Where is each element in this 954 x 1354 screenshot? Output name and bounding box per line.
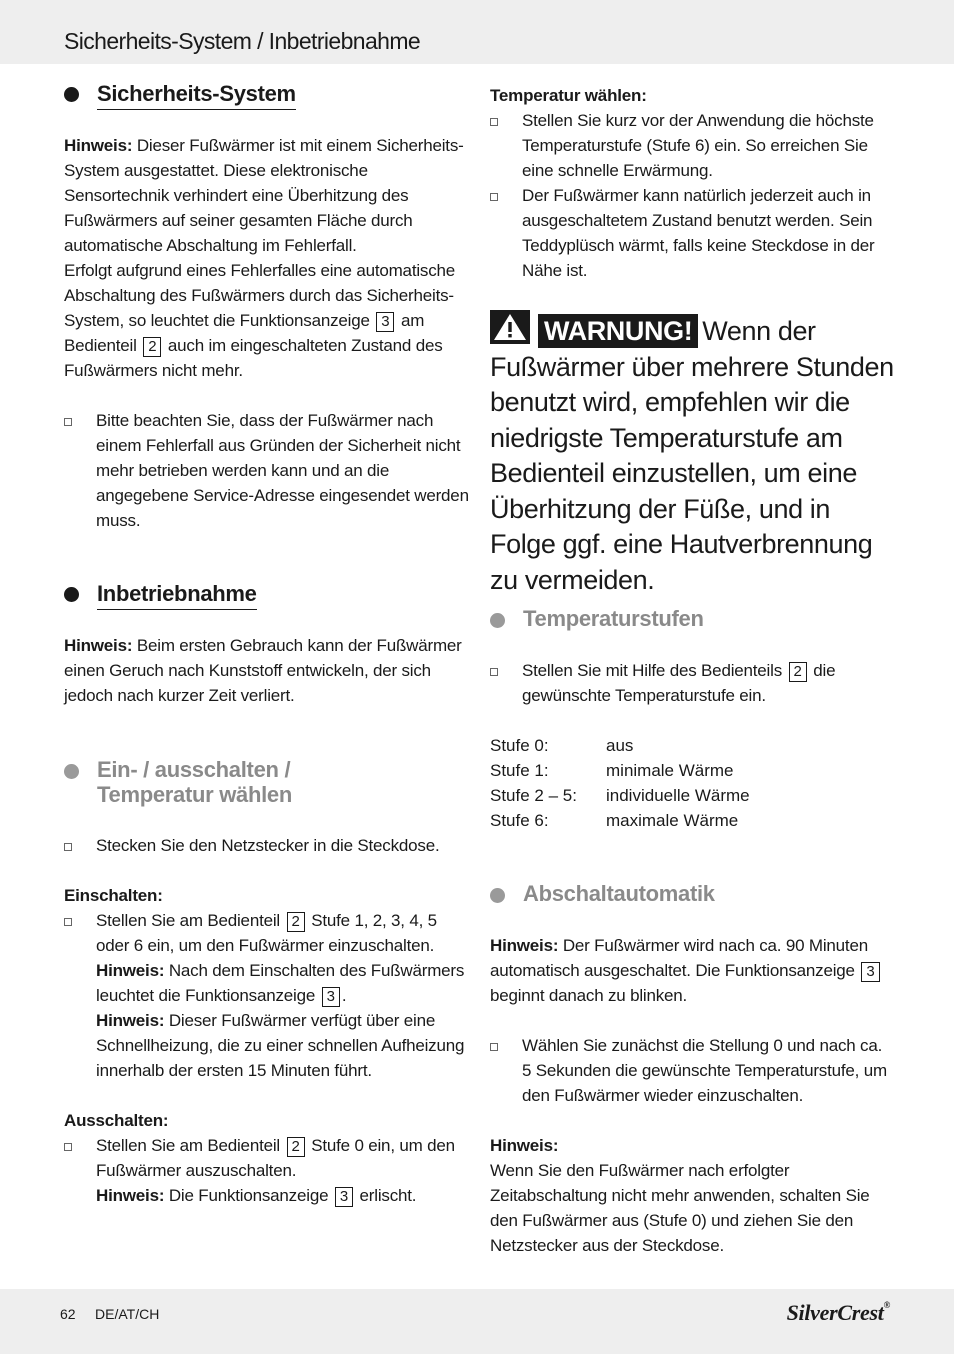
table-row: Stufe 2 – 5: individuelle Wärme	[490, 786, 750, 805]
list-item: Stellen Sie mit Hilfe des Bedienteils 2 die gewünschte Temperaturstufe ein.	[490, 658, 895, 708]
subheading-off: Ausschalten:	[64, 1111, 169, 1130]
levels-table	[490, 733, 750, 833]
checkbox-square-icon	[490, 118, 498, 126]
table-row: Stufe 1: minimale Wärme	[490, 761, 734, 780]
checkbox-square-icon	[64, 918, 72, 926]
ref-number: 3	[335, 1187, 353, 1207]
auto-off-hint: Hinweis: Wenn Sie den Fußwärmer nach erfolgter Zeitabschaltung nicht mehr anwenden, schalten Sie den Fußwärmer aus (Stufe 0) und ziehen Sie den Netzstecker aus der Steckdose.	[490, 1136, 870, 1255]
table-row: Stufe 6: maximale Wärme	[490, 811, 739, 830]
checkbox-square-icon	[490, 193, 498, 201]
checkbox-square-icon	[64, 418, 72, 426]
bullet-dot-icon	[490, 613, 505, 628]
ref-number: 3	[376, 312, 394, 332]
hint-label: Hinweis:	[64, 636, 133, 655]
section-heading-auto-off: Abschaltautomatik	[490, 881, 715, 906]
bullet-dot-icon	[64, 587, 79, 602]
ref-number: 2	[143, 337, 161, 357]
list-item: Stellen Sie kurz vor der Anwendung die höchste Temperaturstufe (Stufe 6) ein. So erreichen Sie eine schnelle Erwärmung.	[490, 108, 895, 183]
bullet-dot-icon	[64, 764, 79, 779]
warning-block	[490, 310, 895, 598]
list-item: Wählen Sie zunächst die Stellung 0 und nach ca. 5 Sekunden die gewünschte Temperaturstufe, um den Fußwärmer wieder einzuschalten.	[490, 1033, 895, 1108]
safety-text-2c: auch im eingeschalteten Zustand des Fußwärmers nicht mehr.	[64, 336, 443, 380]
section-heading-startup: Inbetriebnahme	[64, 580, 257, 610]
warning-label: WARNUNG!	[538, 314, 698, 348]
section-heading-safety: Sicherheits-System	[64, 80, 296, 110]
checkbox-square-icon	[490, 1043, 498, 1051]
hint-label: Hinweis:	[64, 136, 133, 155]
ref-number: 3	[322, 987, 340, 1007]
subheading-on: Einschalten:	[64, 886, 163, 905]
ref-number: 2	[789, 662, 807, 682]
auto-off-paragraph: Hinweis: Der Fußwärmer wird nach ca. 90 Minuten automatisch ausgeschaltet. Die Funktionsanzeige 3 beginnt danach zu blinken.	[490, 933, 895, 1008]
checkbox-square-icon	[64, 1143, 72, 1151]
safety-text-2b: am Bedienteil	[64, 311, 425, 355]
brand-logo: SilverCrest®	[786, 1300, 890, 1325]
hint-label: Hinweis:	[96, 961, 165, 980]
list-item: Bitte beachten Sie, dass der Fußwärmer nach einem Fehlerfall aus Gründen der Sicherheit nicht mehr betrieben werden kann und an die angegebene Service-Adresse eingesendet werden muss.	[64, 408, 469, 533]
hint-label: Hinweis:	[490, 1136, 559, 1155]
hint-label: Hinweis:	[96, 1186, 165, 1205]
table-row: Stufe 0: aus	[490, 736, 634, 755]
bullet-dot-icon	[64, 87, 79, 102]
list-item: Stecken Sie den Netzstecker in die Steckdose.	[64, 833, 469, 858]
page-title: Sicherheits-System / Inbetriebnahme	[64, 28, 421, 54]
list-item: Stellen Sie am Bedienteil 2 Stufe 0 ein, um den Fußwärmer auszuschalten. Hinweis: Die Funktionsanzeige 3 erlischt.	[64, 1133, 469, 1208]
checkbox-square-icon	[490, 668, 498, 676]
section-heading-onoff: Ein- / ausschalten / Temperatur wählen	[64, 757, 292, 807]
ref-number: 2	[287, 1137, 305, 1157]
list-item: Stellen Sie am Bedienteil 2 Stufe 1, 2, 3, 4, 5 oder 6 ein, um den Fußwärmer einzuschalten. Hinweis: Nach dem Einschalten des Fußwärmers leuchtet die Funktionsanzeige 3 . Hinweis: Dieser Fußwärmer verfügt über eine Schnellheizung, die zu einer schnellen Aufheizung innerhalb der ersten 15 Minuten führt.	[64, 908, 469, 1083]
safety-paragraph	[64, 133, 469, 383]
list-item: Der Fußwärmer kann natürlich jederzeit auch in ausgeschaltetem Zustand benutzt werden. Sein Teddyplüsch wärmt, falls keine Steckdose in der Nähe ist.	[490, 183, 895, 283]
ref-number: 2	[287, 912, 305, 932]
section-heading-levels: Temperaturstufen	[490, 606, 704, 631]
ref-number: 3	[861, 962, 879, 982]
warning-text: Wenn der Fußwärmer über mehrere Stunden benutzt wird, empfehlen wir die niedrigste Temperaturstufe am Bedienteil einzustellen, um eine Überhitzung der Füße, und in Folge ggf. eine Hautverbrennung zu vermeiden.	[490, 316, 894, 595]
bullet-dot-icon	[490, 888, 505, 903]
subheading-temperature: Temperatur wählen:	[490, 86, 647, 105]
page-number: 62	[60, 1306, 76, 1322]
checkbox-square-icon	[64, 843, 72, 851]
startup-paragraph: Hinweis: Beim ersten Gebrauch kann der Fußwärmer einen Geruch nach Kunststoff entwickeln, der sich jedoch nach kurzer Zeit verliert.	[64, 636, 462, 705]
region-code: DE/AT/CH	[95, 1306, 160, 1322]
safety-text: Dieser Fußwärmer ist mit einem Sicherheits-System ausgestattet. Diese elektronische Sensortechnik verhindert eine Überhitzung des Fußwärmers auf seiner gesamten Fläche durch automatische Abschaltung im Fehlerfall.	[64, 136, 464, 255]
hint-label: Hinweis:	[96, 1011, 165, 1030]
safety-text-2a: Erfolgt aufgrund eines Fehlerfalles eine automatische Abschaltung des Fußwärmers durch das Sicherheits-System, so leuchtet die Funktionsanzeige	[64, 261, 456, 330]
hint-label: Hinweis:	[490, 936, 559, 955]
warning-triangle-icon	[490, 310, 530, 344]
